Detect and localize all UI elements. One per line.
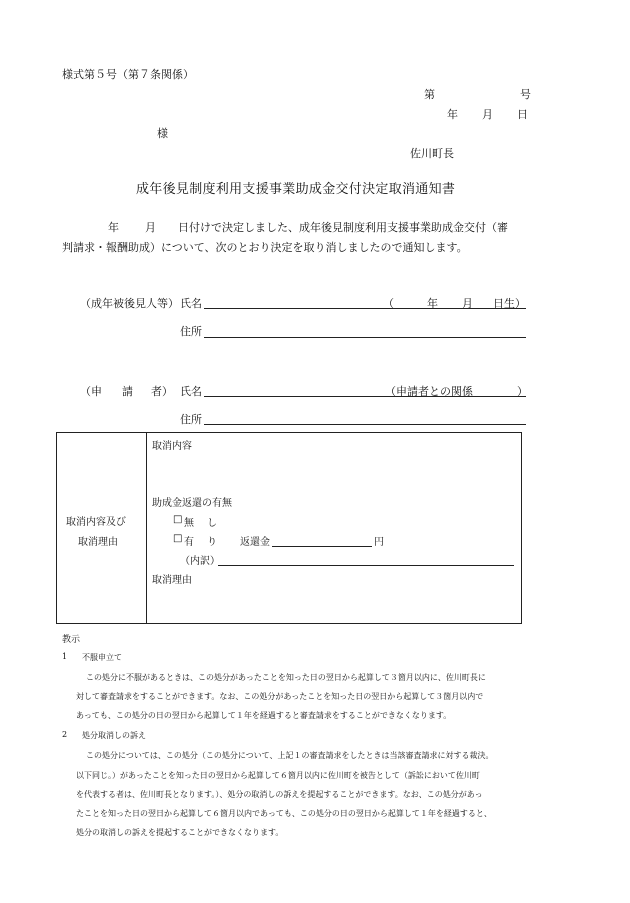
table-left-label-2: 取消理由 bbox=[78, 537, 118, 548]
addressee-suffix: 様 bbox=[157, 127, 168, 140]
ward-birth-day: 日生） bbox=[493, 297, 526, 310]
ward-name-label: 氏名 bbox=[180, 297, 202, 310]
ward-address-label: 住所 bbox=[180, 325, 202, 338]
notice-s2-number: 2 bbox=[62, 730, 68, 739]
applicant-address-label: 住所 bbox=[180, 413, 202, 426]
ward-address-underline bbox=[204, 337, 526, 338]
table-left-label-1: 取消内容及び bbox=[66, 517, 126, 528]
intro-line2: 判請求・報酬助成）について、次のとおり決定を取り消しましたので通知します。 bbox=[62, 241, 468, 254]
notice-s1-line: あっても、この処分の日の翌日から起算して１年を経過すると審査請求をすることができなくなります。 bbox=[76, 711, 452, 720]
intro-line1: 日付けで決定しました、成年後見制度利用支援事業助成金交付（審 bbox=[178, 221, 508, 234]
option-yes-a: 有 bbox=[184, 537, 194, 548]
notice-s2-title: 処分取消しの訴え bbox=[82, 731, 146, 740]
cancel-content-label: 取消内容 bbox=[152, 441, 192, 452]
option-none-b: し bbox=[207, 518, 217, 529]
reason-label: 取消理由 bbox=[152, 575, 192, 586]
applicant-name-underline bbox=[204, 396, 526, 397]
applicant-address-underline bbox=[204, 424, 526, 425]
applicant-name-label: 氏名 bbox=[180, 385, 202, 398]
date-year: 年 bbox=[447, 108, 458, 121]
form-number: 様式第５号（第７条関係） bbox=[62, 68, 194, 81]
notice-s1-number: 1 bbox=[62, 652, 68, 661]
notice-s2-line: 処分の取消しの訴えを提起することができなくなります。 bbox=[76, 828, 284, 837]
ward-birth-year: 年 bbox=[427, 297, 438, 310]
applicant-label-open: （申 bbox=[80, 385, 102, 398]
checkbox-none[interactable]: □ bbox=[173, 514, 183, 525]
breakdown-underline bbox=[218, 565, 514, 566]
date-month: 月 bbox=[482, 108, 493, 121]
refund-amount-underline bbox=[272, 546, 372, 547]
doc-number-suffix: 号 bbox=[520, 88, 531, 101]
ward-birth-open: （ bbox=[383, 297, 394, 310]
applicant-relation: （申請者との関係 bbox=[385, 385, 473, 398]
notice-s2-line: この処分については、この処分（この処分について、上記１の審査請求をしたときは当該審査請求に対する裁決。 bbox=[86, 751, 494, 760]
notice-s1-line: この処分に不服があるときは、この処分があったことを知った日の翌日から起算して３箇月以内に、佐川町長に bbox=[86, 673, 486, 682]
applicant-label-mid: 請 bbox=[122, 385, 133, 398]
refund-unit: 円 bbox=[374, 537, 384, 548]
notice-s2-line: たことを知った日の翌日から起算して６箇月以内であっても、この処分の日の翌日から起算して１年を経過すると、 bbox=[76, 809, 492, 818]
refund-amount-label: 返還金 bbox=[240, 537, 270, 548]
applicant-label-close: 者） bbox=[151, 385, 173, 398]
applicant-relation-close: ） bbox=[517, 385, 528, 398]
option-yes-b: り bbox=[207, 537, 217, 548]
intro-year: 年 bbox=[108, 221, 119, 234]
ward-birth-month: 月 bbox=[462, 297, 473, 310]
notice-s2-line: を代表する者は、佐川町長となります。）、処分の取消しの訴えを提起することができます。なお、この処分があっ bbox=[76, 790, 483, 799]
date-day: 日 bbox=[517, 108, 528, 121]
breakdown-label: （内訳） bbox=[180, 556, 220, 567]
cancel-details-table bbox=[56, 432, 522, 624]
notice-s1-title: 不服申立て bbox=[82, 653, 122, 662]
doc-number-prefix: 第 bbox=[424, 88, 435, 101]
page-title: 成年後見制度利用支援事業助成金交付決定取消通知書 bbox=[136, 182, 456, 197]
issuer: 佐川町長 bbox=[410, 147, 454, 160]
refund-heading: 助成金返還の有無 bbox=[152, 498, 232, 509]
notice-s1-line: 対して審査請求をすることができます。なお、この処分があったことを知った日の翌日から起算して３箇月以内で bbox=[76, 692, 484, 701]
option-none-a: 無 bbox=[184, 518, 194, 529]
checkbox-yes[interactable]: □ bbox=[173, 533, 183, 544]
table-divider bbox=[146, 432, 147, 623]
notice-s2-line: 以下同じ。）があったことを知った日の翌日から起算して６箇月以内に佐川町を被告として（訴訟において佐川町 bbox=[76, 771, 480, 780]
ward-label: （成年被後見人等） bbox=[80, 297, 179, 310]
intro-month: 月 bbox=[145, 221, 156, 234]
notice-heading: 教示 bbox=[62, 635, 81, 645]
ward-name-underline bbox=[204, 308, 526, 309]
